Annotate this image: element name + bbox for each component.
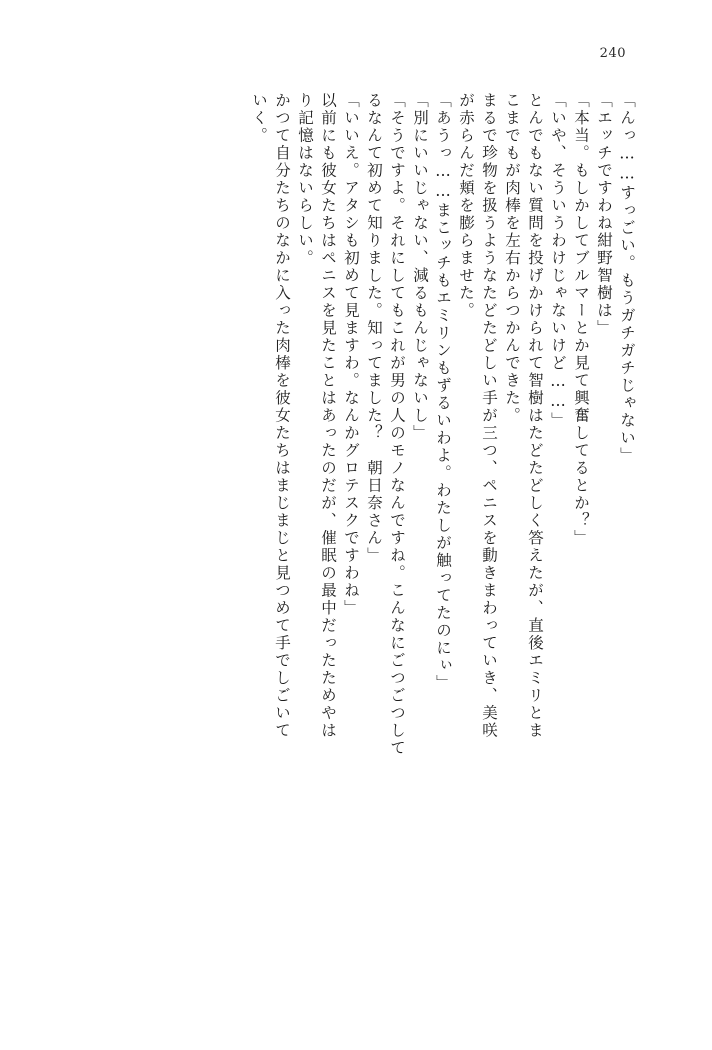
text-line: いく。	[250, 92, 268, 145]
text-line: かつて自分たちのなかに入った肉棒を彼女たちはまじまじと見つめて手でしごいて	[273, 92, 291, 740]
text-line: が赤らんだ頬を膨らませた。	[457, 92, 475, 320]
vertical-text-columns	[78, 92, 634, 972]
text-line: 「別にいいじゃない、減るもんじゃないし」	[411, 92, 429, 442]
text-line: り記憶はないらしい。	[296, 92, 314, 267]
text-line: まるで珍物を扱うようなたどたどしい手が三つ、ペニスを動きまわっていき、美咲	[480, 92, 498, 740]
text-line: るなんて初めて知りました。知ってました？ 朝日奈さん」	[365, 92, 383, 565]
text-line: 「そうですよ。それにしてもこれが男の人のモノなんですね。こんなにごつごつして	[388, 92, 406, 757]
text-line: 「いいえ。アタシも初めて見ますわ。なんかグロテスクですわね」	[342, 92, 360, 617]
text-line: 「本当。もしかしてブルマーとか見て興奮してるとか？」	[572, 92, 590, 547]
text-line: 「エッチですわね紺野智樹は」	[595, 92, 613, 337]
text-line: とんでもない質問を投げかけられて智樹はたどたどしく答えたが、直後エミリとま	[526, 92, 544, 740]
text-line: 「いや、そういうわけじゃないけど……」	[549, 92, 567, 430]
text-line: 「んっ……すっごい。もうガチガチじゃない」	[618, 92, 636, 465]
text-line: 以前にも彼女たちはペニスを見たことはあったのだが、催眠の最中だったためやは	[319, 92, 337, 740]
page-body-text	[78, 92, 634, 972]
text-line: こまでもが肉棒を左右からつかんできた。	[503, 92, 521, 425]
text-line: 「あうっ……まこッチもエミリンもずるいわよ。わたしが触ってたのにぃ」	[434, 92, 452, 692]
page-number: 240	[599, 46, 626, 61]
